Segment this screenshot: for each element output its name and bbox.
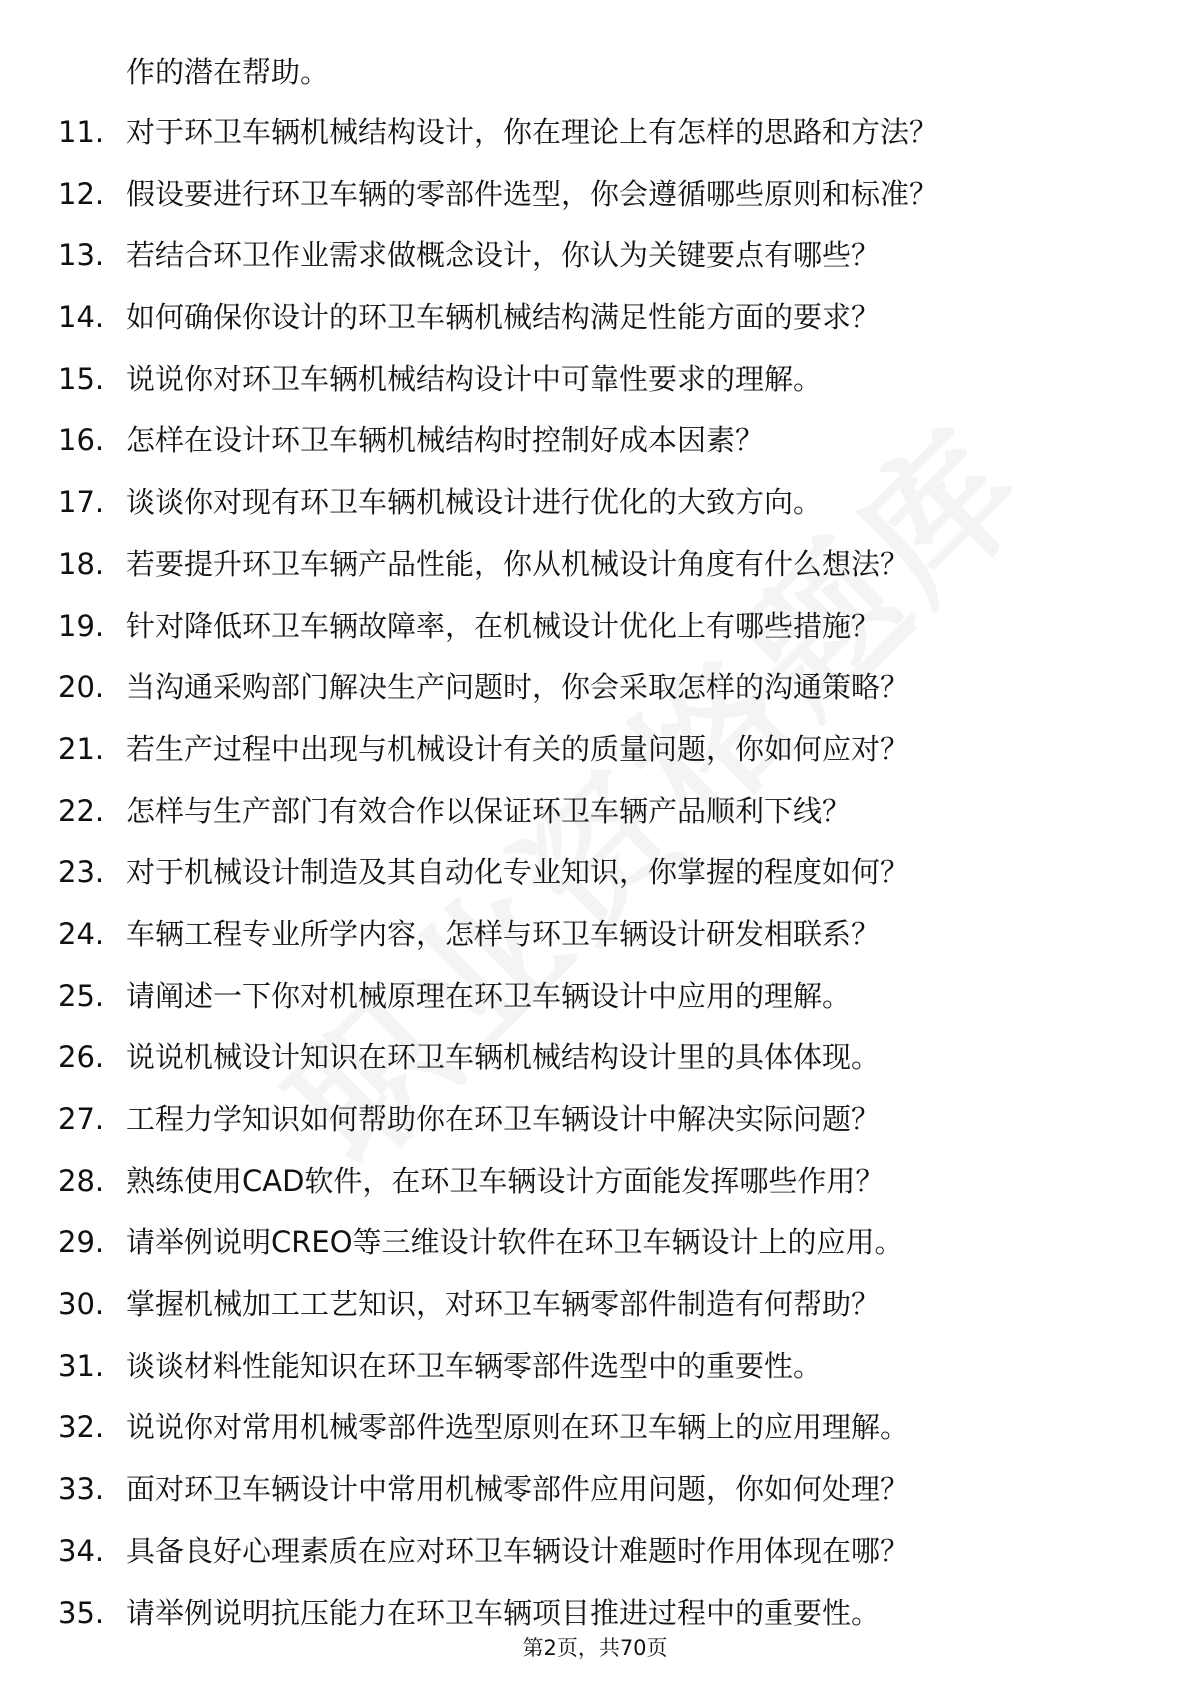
question-number: 19. (58, 608, 105, 643)
question-text: 假设要进行环卫车辆的零部件选型，你会遵循哪些原则和标准？ (126, 176, 939, 211)
question-item (0, 1346, 1190, 1408)
question-item (0, 1037, 1190, 1099)
question-text: 请举例说明CREO等三维设计软件在环卫车辆设计上的应用。 (126, 1225, 904, 1260)
question-number: 27. (58, 1102, 105, 1136)
question-text: 请举例说明抗压能力在环卫车辆项目推进过程中的重要性。 (126, 1595, 881, 1630)
question-item (0, 112, 1190, 174)
question-item (0, 852, 1190, 914)
question-number: 14. (58, 300, 105, 335)
question-number: 30. (58, 1287, 105, 1322)
question-text: 针对降低环卫车辆故障率，在机械设计优化上有哪些措施？ (126, 608, 881, 643)
question-number: 18. (58, 546, 105, 581)
question-number: 33. (58, 1472, 105, 1507)
question-number: 28. (58, 1163, 105, 1198)
question-text: 对于机械设计制造及其自动化专业知识，你掌握的程度如何？ (126, 855, 910, 890)
question-number: 34. (58, 1533, 105, 1568)
question-item (0, 420, 1190, 482)
question-text: 说说你对常用机械零部件选型原则在环卫车辆上的应用理解。 (126, 1410, 910, 1445)
question-number: 23. (58, 855, 105, 890)
question-item (0, 544, 1190, 606)
question-text: 面对环卫车辆设计中常用机械零部件应用问题，你如何处理？ (126, 1472, 910, 1507)
question-number: 15. (58, 361, 105, 396)
question-item (0, 1407, 1190, 1469)
question-number: 11. (58, 115, 105, 149)
question-text: 说说你对环卫车辆机械结构设计中可靠性要求的理解。 (126, 361, 823, 396)
question-text: 怎样在设计环卫车辆机械结构时控制好成本因素？ (126, 423, 765, 458)
question-item (0, 667, 1190, 729)
continuation-text: 作的潜在帮助。 (126, 55, 330, 89)
question-item (0, 914, 1190, 976)
question-item (0, 1161, 1190, 1223)
question-text: 怎样与生产部门有效合作以保证环卫车辆产品顺利下线？ (126, 793, 852, 828)
question-list (0, 112, 1190, 1654)
question-text: 熟练使用CAD软件，在环卫车辆设计方面能发挥哪些作用？ (126, 1163, 885, 1198)
question-number: 12. (58, 176, 105, 211)
question-number: 26. (58, 1040, 105, 1075)
question-number: 20. (58, 670, 105, 705)
question-text: 谈谈材料性能知识在环卫车辆零部件选型中的重要性。 (126, 1348, 823, 1383)
question-number: 31. (58, 1348, 105, 1383)
question-item (0, 1531, 1190, 1593)
question-number: 35. (58, 1595, 105, 1630)
question-item (0, 1222, 1190, 1284)
question-text: 谈谈你对现有环卫车辆机械设计进行优化的大致方向。 (126, 485, 823, 520)
question-item (0, 297, 1190, 359)
question-text: 若生产过程中出现与机械设计有关的质量问题，你如何应对？ (126, 731, 910, 766)
question-item (0, 174, 1190, 236)
question-item (0, 791, 1190, 853)
question-text: 若要提升环卫车辆产品性能，你从机械设计角度有什么想法？ (126, 546, 910, 581)
question-text: 具备良好心理素质在应对环卫车辆设计难题时作用体现在哪？ (126, 1533, 910, 1568)
question-item (0, 359, 1190, 421)
question-item (0, 976, 1190, 1038)
question-text: 掌握机械加工工艺知识，对环卫车辆零部件制造有何帮助？ (126, 1287, 881, 1322)
question-number: 32. (58, 1410, 105, 1445)
question-text: 说说机械设计知识在环卫车辆机械结构设计里的具体体现。 (126, 1040, 881, 1075)
question-text: 若结合环卫作业需求做概念设计，你认为关键要点有哪些？ (126, 238, 881, 273)
question-item (0, 1469, 1190, 1531)
page-footer: 第2页，共70页 (522, 1636, 668, 1660)
question-item (0, 235, 1190, 297)
question-number: 16. (58, 423, 105, 458)
question-item (0, 482, 1190, 544)
question-text: 当沟通采购部门解决生产问题时，你会采取怎样的沟通策略？ (126, 670, 910, 705)
question-number: 17. (58, 485, 105, 520)
question-number: 22. (58, 793, 105, 828)
question-number: 29. (58, 1225, 105, 1260)
question-text: 对于环卫车辆机械结构设计，你在理论上有怎样的思路和方法？ (126, 115, 939, 149)
question-text: 工程力学知识如何帮助你在环卫车辆设计中解决实际问题？ (126, 1102, 881, 1136)
question-item (0, 1284, 1190, 1346)
question-number: 25. (58, 978, 105, 1013)
question-item (0, 1099, 1190, 1161)
question-number: 24. (58, 916, 105, 951)
question-item (0, 606, 1190, 668)
question-item (0, 729, 1190, 791)
question-text: 如何确保你设计的环卫车辆机械结构满足性能方面的要求？ (126, 300, 881, 335)
question-number: 21. (58, 731, 105, 766)
question-text: 车辆工程专业所学内容，怎样与环卫车辆设计研发相联系？ (126, 916, 881, 951)
question-text: 请阐述一下你对机械原理在环卫车辆设计中应用的理解。 (126, 978, 852, 1013)
question-number: 13. (58, 238, 105, 273)
